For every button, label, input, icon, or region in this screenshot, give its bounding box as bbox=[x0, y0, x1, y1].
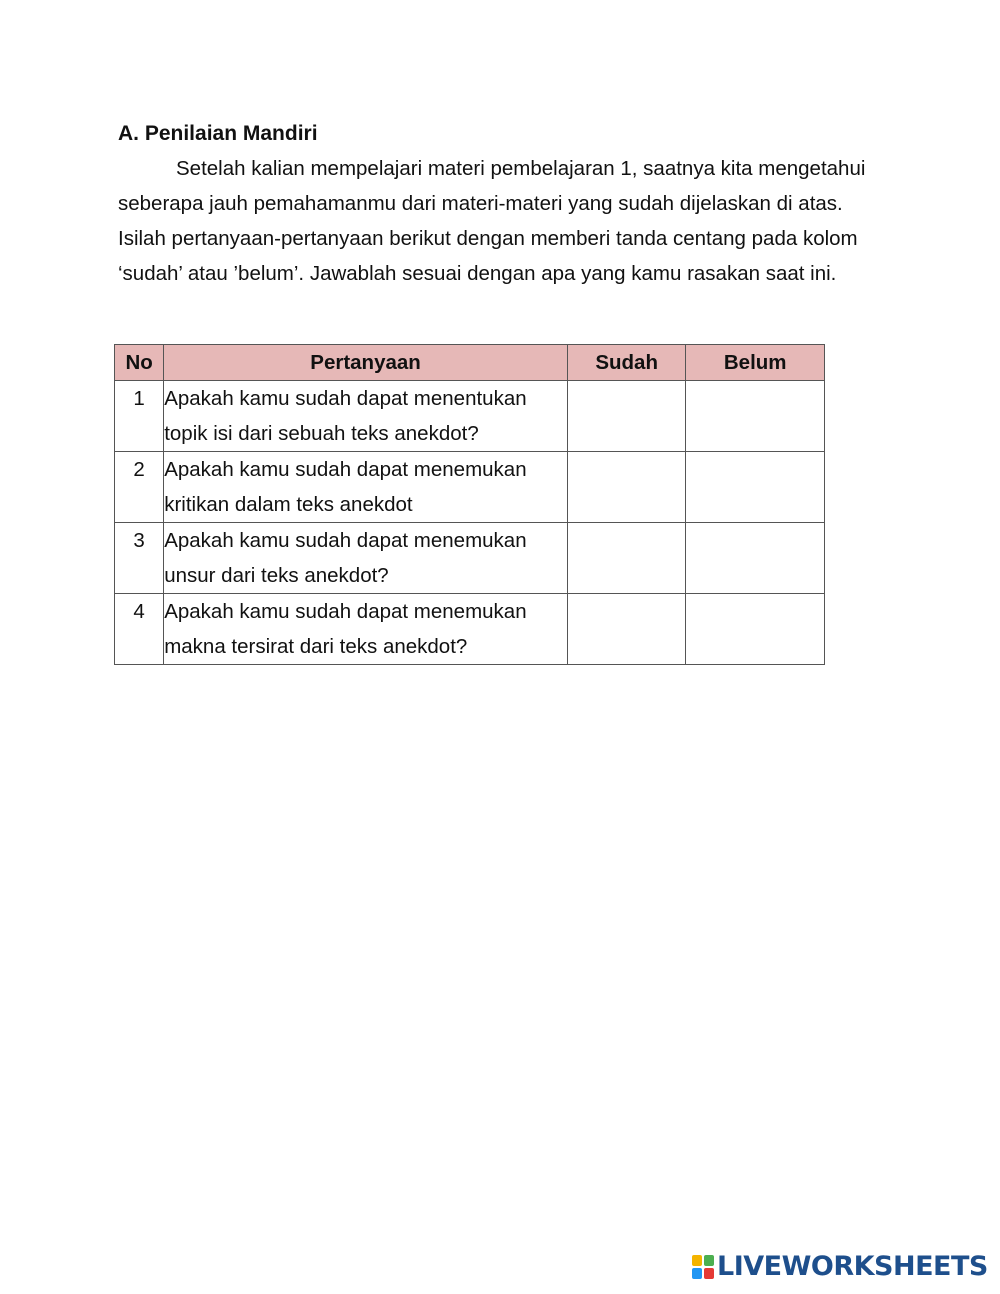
self-assessment-table bbox=[114, 344, 825, 665]
row-question: Apakah kamu sudah dapat menemukan makna tersirat dari teks anekdot? bbox=[164, 594, 568, 665]
liveworksheets-logo-icon bbox=[692, 1255, 714, 1279]
liveworksheets-logo[interactable] bbox=[692, 1252, 988, 1282]
row-number: 3 bbox=[115, 523, 164, 594]
table-row bbox=[115, 452, 825, 523]
section-heading: A. Penilaian Mandiri bbox=[118, 122, 318, 145]
header-not-yet: Belum bbox=[686, 345, 825, 381]
logo-square-blue bbox=[692, 1268, 702, 1279]
row-number: 4 bbox=[115, 594, 164, 665]
done-checkbox-cell[interactable] bbox=[567, 594, 686, 665]
row-number: 2 bbox=[115, 452, 164, 523]
table-row bbox=[115, 594, 825, 665]
logo-square-yellow bbox=[692, 1255, 702, 1266]
done-checkbox-cell[interactable] bbox=[567, 452, 686, 523]
row-question: Apakah kamu sudah dapat menentukan topik isi dari sebuah teks anekdot? bbox=[164, 381, 568, 452]
not-yet-checkbox-cell[interactable] bbox=[686, 452, 825, 523]
logo-text: LIVEWORKSHEETS bbox=[717, 1251, 988, 1282]
table-row bbox=[115, 381, 825, 452]
logo-square-green bbox=[704, 1255, 714, 1266]
header-no: No bbox=[115, 345, 164, 381]
logo-square-red bbox=[704, 1268, 714, 1279]
not-yet-checkbox-cell[interactable] bbox=[686, 381, 825, 452]
table-header-row bbox=[115, 345, 825, 381]
table-row bbox=[115, 523, 825, 594]
row-question: Apakah kamu sudah dapat menemukan kritikan dalam teks anekdot bbox=[164, 452, 568, 523]
intro-text: Setelah kalian mempelajari materi pembelajaran 1, saatnya kita mengetahui seberapa jauh pemahamanmu dari materi-materi yang sudah dijelaskan di atas. Isilah pertanyaan-pertanyaan berikut dengan memberi tanda centang pada kolom ‘sudah’ atau ’belum’. Jawablah sesuai dengan apa yang kamu rasakan saat ini. bbox=[118, 157, 866, 285]
header-done: Sudah bbox=[567, 345, 686, 381]
row-number: 1 bbox=[115, 381, 164, 452]
intro-paragraph bbox=[118, 151, 878, 291]
header-question: Pertanyaan bbox=[164, 345, 568, 381]
not-yet-checkbox-cell[interactable] bbox=[686, 523, 825, 594]
not-yet-checkbox-cell[interactable] bbox=[686, 594, 825, 665]
row-question: Apakah kamu sudah dapat menemukan unsur dari teks anekdot? bbox=[164, 523, 568, 594]
done-checkbox-cell[interactable] bbox=[567, 523, 686, 594]
done-checkbox-cell[interactable] bbox=[567, 381, 686, 452]
